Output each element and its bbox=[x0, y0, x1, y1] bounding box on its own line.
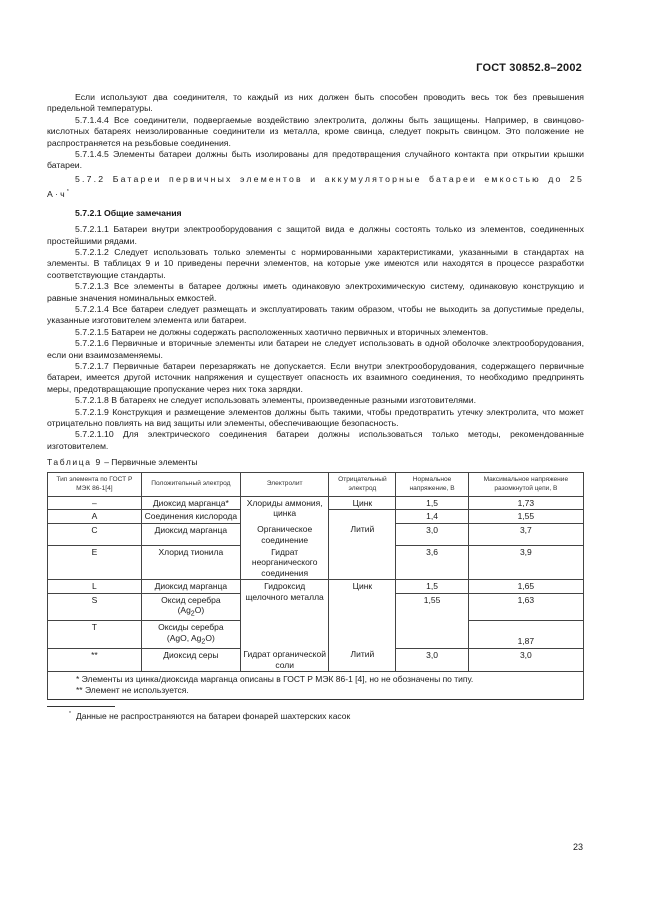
cell-type: – bbox=[48, 496, 142, 509]
section-5-7-2-heading bbox=[47, 173, 584, 201]
cell-positive: Соединения кислорода bbox=[141, 510, 240, 523]
column-header-nominal-voltage: Нормальное напряжение, В bbox=[396, 472, 468, 496]
footnote-mark: * bbox=[66, 188, 71, 195]
cell-positive-formula-end: O) bbox=[194, 605, 205, 616]
cell-positive: Хлорид тионила bbox=[141, 546, 240, 580]
table-caption bbox=[47, 457, 584, 468]
cell-type: E bbox=[48, 546, 142, 580]
column-header-positive-electrode: Положительный электрод bbox=[141, 472, 240, 496]
cell-max: 1,87 bbox=[468, 621, 583, 649]
formula-subscript: 2 bbox=[201, 637, 206, 646]
cell-electrolyte: Гидрат неорганического соединения bbox=[240, 546, 328, 580]
cell-type: A bbox=[48, 510, 142, 523]
cell-max: 3,9 bbox=[468, 546, 583, 580]
footnote-mark: * bbox=[69, 710, 71, 717]
paragraph-5-7-2-1-10: 5.7.2.1.10 Для электрического соединения батареи должны использоваться только методы, рекомендованные изготовителем. bbox=[47, 429, 584, 451]
cell-positive: Диоксид серы bbox=[141, 648, 240, 671]
cell-electrolyte: Хлориды аммония, цинка bbox=[240, 496, 328, 523]
cell-nominal: 1,4 bbox=[396, 510, 468, 523]
table-note: * Элементы из цинка/диоксида марганца описаны в ГОСТ Р МЭК 86-1 [4], но не обозначены по типу. bbox=[76, 673, 474, 684]
table-row bbox=[48, 580, 584, 593]
paragraph-5-7-2-1-2: 5.7.2.1.2 Следует использовать только элементы с нормированными характеристиками, указанными в стандартах на элементы. В таблицах 9 и 10 приведены перечни элементов, на которые уже имеются или находятся в процессе разработки соответствующие стандарты. bbox=[47, 246, 584, 280]
cell-type: S bbox=[48, 593, 142, 621]
cell-type: C bbox=[48, 523, 142, 546]
cell-positive bbox=[141, 593, 240, 621]
section-5-7-2-text: 5.7.2 Батареи первичных элементов и аккумуляторные батареи емкостью до 25 А·ч bbox=[47, 173, 584, 199]
cell-electrolyte: Гидроксид щелочного металла bbox=[240, 580, 328, 648]
cell-positive: Диоксид марганца bbox=[141, 580, 240, 593]
cell-max: 1,73 bbox=[468, 496, 583, 509]
paragraph-5-7-2-1-9: 5.7.2.1.9 Конструкция и размещение элементов должны быть такими, чтобы предотвратить утечку электролита, что может отрицательно повлиять на вид защиты или элементы, обеспечивающие безопасность. bbox=[47, 406, 584, 429]
cell-max: 3,7 bbox=[468, 523, 583, 546]
cell-type: T bbox=[48, 621, 142, 649]
section-5-7-2-1-heading: 5.7.2.1 Общие замечания bbox=[75, 207, 182, 218]
cell-nominal: 1,5 bbox=[396, 580, 468, 593]
table-row bbox=[48, 523, 584, 546]
cell-negative: Цинк bbox=[329, 580, 396, 648]
cell-negative: Литий bbox=[329, 523, 396, 580]
cell-type: L bbox=[48, 580, 142, 593]
table-notes-row bbox=[48, 671, 584, 699]
formula-subscript: 2 bbox=[190, 609, 195, 618]
table-caption-title: – Первичные элементы bbox=[101, 457, 198, 468]
cell-negative: Литий bbox=[329, 648, 396, 671]
cell-negative: Цинк bbox=[329, 496, 396, 509]
cell-max: 3,0 bbox=[468, 648, 583, 671]
cell-negative-empty bbox=[329, 510, 396, 523]
paragraph-5-7-2-1-5: 5.7.2.1.5 Батареи не должны содержать расположенных хаотично первичных и вторичных элементов. bbox=[75, 326, 489, 337]
footnote-divider bbox=[47, 706, 115, 707]
paragraph-5-7-2-1-6: 5.7.2.1.6 Первичные и вторичные элементы или батареи не следует использовать в одной оболочке электрооборудования, если они взаимозаменяемы. bbox=[47, 338, 584, 360]
cell-max: 1,55 bbox=[468, 510, 583, 523]
cell-positive-name: Оксиды серебра bbox=[158, 622, 224, 633]
cell-nominal: 3,0 bbox=[396, 648, 468, 671]
footnote bbox=[47, 711, 584, 722]
paragraph-5-7-2-1-8: 5.7.2.1.8 В батареях не следует использовать элементы, произведенные разными изготовителями. bbox=[75, 395, 477, 406]
cell-nominal: 1,55 bbox=[396, 593, 468, 648]
cell-max: 1,65 bbox=[468, 580, 583, 593]
paragraph-5-7-1-4-5: 5.7.1.4.5 Элементы батареи должны быть изолированы для предотвращения случайного контакта при открытии крышки батареи. bbox=[47, 149, 584, 171]
page-number: 23 bbox=[572, 842, 583, 852]
column-header-type: Тип элемента по ГОСТ Р МЭК 86-1[4] bbox=[48, 472, 142, 496]
footnote-text: Данные не распространяются на батареи фонарей шахтерских касок bbox=[76, 710, 351, 721]
cell-nominal: 1,5 bbox=[396, 496, 468, 509]
table-note: ** Элемент не используется. bbox=[76, 684, 189, 695]
table-row bbox=[48, 648, 584, 671]
column-header-max-voltage: Максимальное напряжение разомкнутой цепи, В bbox=[468, 472, 583, 496]
cell-nominal: 3,6 bbox=[396, 546, 468, 580]
column-header-electrolyte: Электролит bbox=[240, 472, 328, 496]
table-notes bbox=[48, 671, 584, 699]
paragraph-5-7-2-1-1: 5.7.2.1.1 Батареи внутри электрооборудования с защитой вида e должны состоять только из элементов, соединенных простейшими рядами. bbox=[47, 224, 584, 246]
cell-nominal: 3,0 bbox=[396, 523, 468, 546]
cell-positive bbox=[141, 621, 240, 649]
cell-positive-formula-end: O) bbox=[205, 632, 215, 643]
paragraph-5-7-2-1-3: 5.7.2.1.3 Все элементы в батарее должны иметь одинаковую электрохимическую систему, одинаковую конструкцию и равные значения номинальных емкостей. bbox=[47, 281, 584, 303]
cell-positive-name: Оксид серебра bbox=[161, 594, 221, 605]
cell-positive: Диоксид марганца* bbox=[141, 496, 240, 509]
column-header-negative-electrode: Отрицательный электрод bbox=[329, 472, 396, 496]
cell-positive: Диоксид марганца bbox=[141, 523, 240, 546]
table-caption-label: Таблица 9 bbox=[47, 457, 102, 468]
table-row bbox=[48, 496, 584, 509]
page-content bbox=[47, 92, 584, 722]
primary-cells-table bbox=[47, 472, 584, 700]
paragraph: Если используют два соединителя, то каждый из них должен быть способен проводить весь ток без превышения предельной температуры. bbox=[47, 92, 584, 114]
cell-max: 1,63 bbox=[468, 593, 583, 621]
cell-electrolyte: Органическое соединение bbox=[240, 523, 328, 546]
cell-electrolyte: Гидрат органической соли bbox=[240, 648, 328, 671]
table-row bbox=[48, 546, 584, 580]
cell-positive-formula: (Ag bbox=[177, 605, 191, 616]
standard-code: ГОСТ 30852.8–2002 bbox=[476, 62, 582, 74]
paragraph-5-7-2-1-4: 5.7.2.1.4 Все батареи следует размещать и эксплуатировать таким образом, чтобы не выходить за допустимые пределы, указанные изготовителем элемента или батареи. bbox=[47, 303, 584, 326]
cell-positive-formula: (AgO, Ag bbox=[166, 632, 202, 643]
cell-type: ** bbox=[48, 648, 142, 671]
table-header-row bbox=[48, 472, 584, 496]
paragraph-5-7-2-1-7: 5.7.2.1.7 Первичные батареи перезаряжать не допускается. Если внутри электрооборудования, содержащего первичные батареи, имеется другой источник напряжения и существует опасность их взаимного соединения, то необходимо предпринять меры, предотвращающие пропускание через них тока зарядки. bbox=[47, 361, 584, 394]
paragraph-5-7-1-4-4: 5.7.1.4.4 Все соединители, подвергаемые воздействию электролита, должны быть защищены. Например, в свинцово-кислотных батареях неизолированные соединители из металла, кроме свинца, следует покрыть свинцом. Это положение не распространяется на резьбовые соединения. bbox=[47, 114, 584, 148]
